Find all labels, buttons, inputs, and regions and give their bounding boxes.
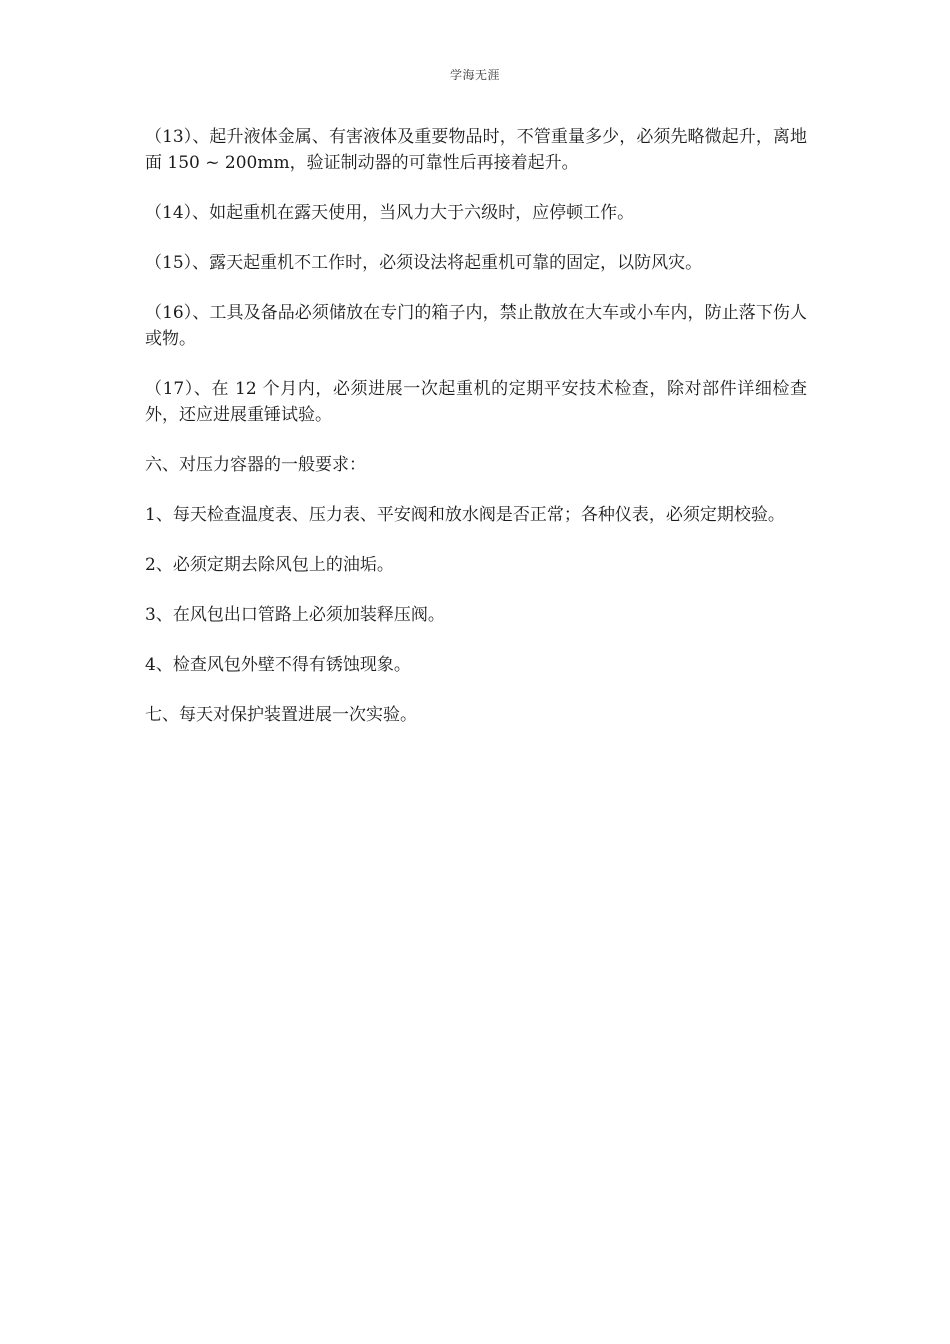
- section-heading-pressure-vessels: 六、对压力容器的一般要求：: [145, 455, 366, 475]
- pressure-item-2: 2、必须定期去除风包上的油垢。: [145, 555, 394, 575]
- paragraph-item-15: （15）、露天起重机不工作时，必须设法将起重机可靠的固定，以防风灾。: [145, 253, 703, 273]
- document-body: [145, 124, 807, 752]
- paragraph-item-17: （17）、在 12 个月内，必须进展一次起重机的定期平安技术检查，除对部件详细检查外，还应进展重锤试验。: [145, 379, 807, 425]
- paragraph-item-16: （16）、工具及备品必须储放在专门的箱子内，禁止散放在大车或小车内，防止落下伤人或物。: [145, 303, 807, 349]
- page-header: 学海无涯: [449, 68, 500, 82]
- pressure-item-1: 1、每天检查温度表、压力表、平安阀和放水阀是否正常；各种仪表，必须定期校验。: [145, 505, 785, 525]
- pressure-item-3: 3、在风包出口管路上必须加装释压阀。: [145, 605, 445, 625]
- section-heading-protection-test: 七、每天对保护装置进展一次实验。: [145, 705, 417, 725]
- pressure-item-4: 4、检查风包外壁不得有锈蚀现象。: [145, 655, 411, 675]
- paragraph-item-14: （14）、如起重机在露天使用，当风力大于六级时，应停顿工作。: [145, 203, 635, 223]
- paragraph-item-13: （13）、起升液体金属、有害液体及重要物品时，不管重量多少，必须先略微起升，离地面 150 ~ 200mm，验证制动器的可靠性后再接着起升。: [145, 127, 807, 173]
